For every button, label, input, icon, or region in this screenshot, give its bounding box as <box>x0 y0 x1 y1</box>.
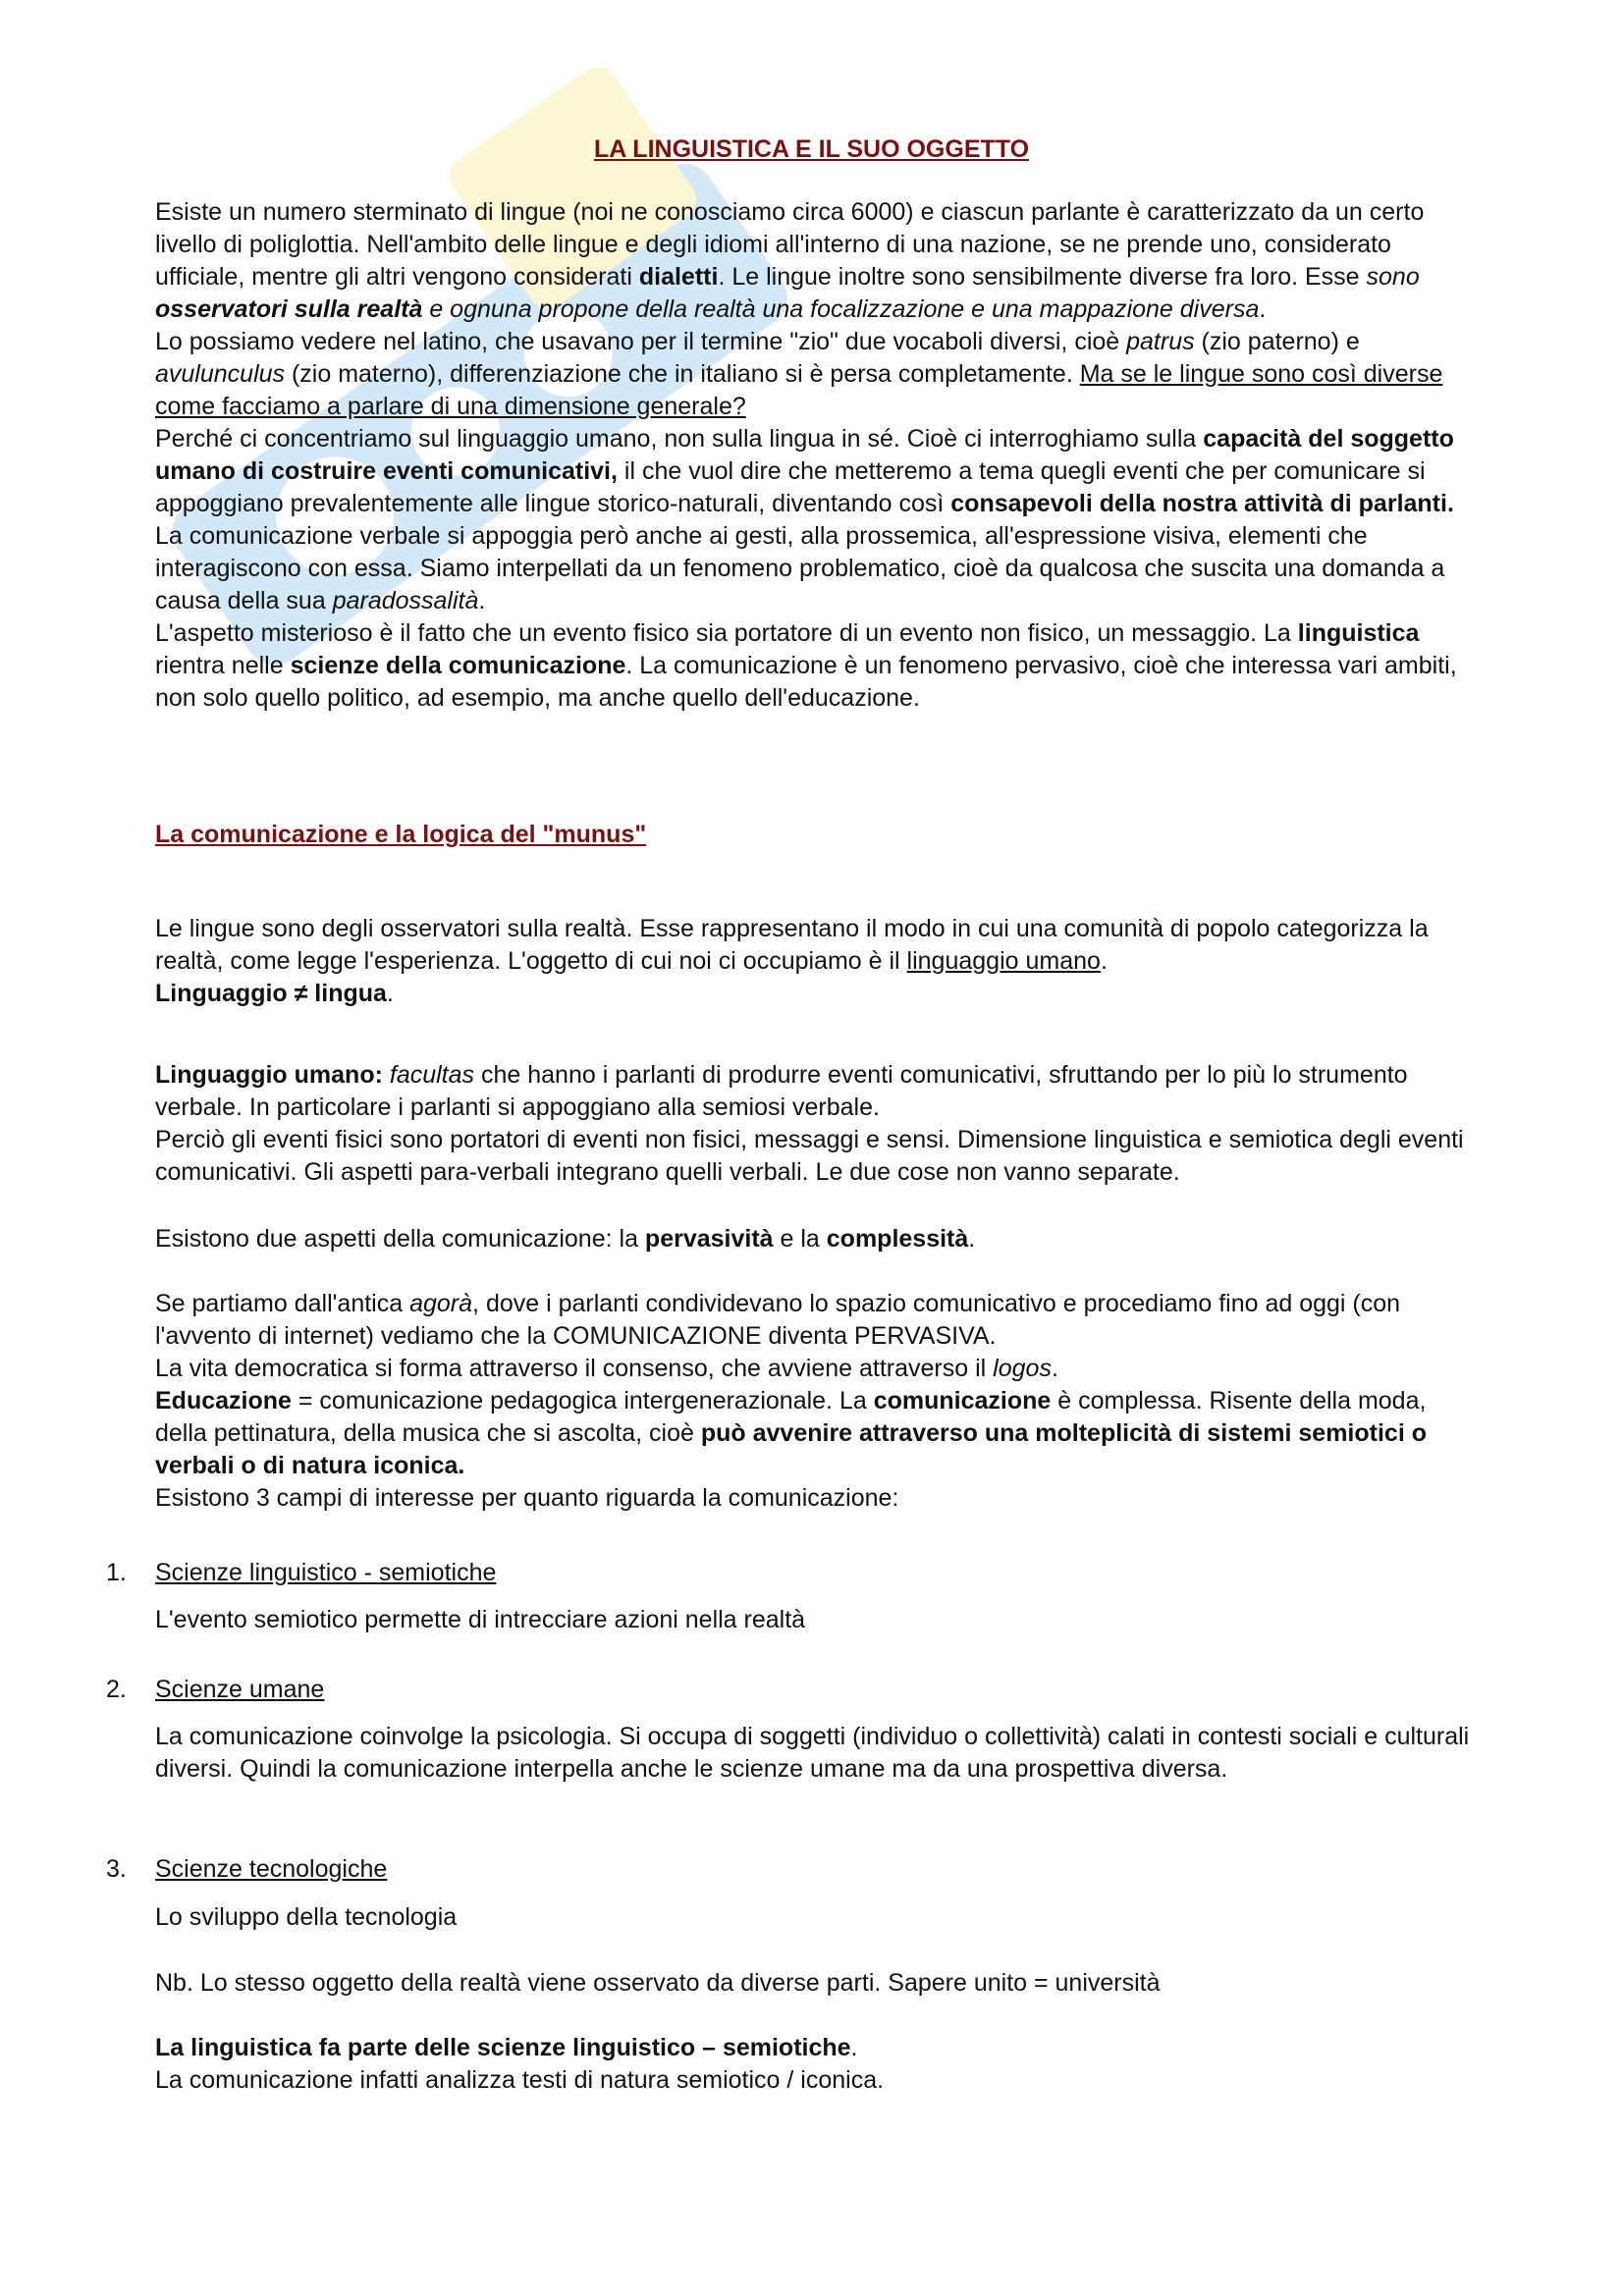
list-item-label: Scienze umane <box>155 1676 325 1703</box>
section-title-munus: La comunicazione e la logica del "munus" <box>155 821 647 848</box>
list-item-desc: La comunicazione coinvolge la psicologia. Si occupa di soggetti (individuo o collettività) calati in contesti sociali e culturali diversi. Quindi la comunicazione interpella anche le scienze umane ma da una prospettiva diversa. <box>155 1723 1470 1783</box>
intro-paragraph: Esiste un numero sterminato di lingue (noi ne conosciamo circa 6000) e ciascun parlante è caratterizzato da un certo livello di poliglottia. Nell'ambito delle lingue e degli idiomi all'interno di una nazione, se ne prende uno, considerato ufficiale, mentre gli altri vengono considerati dialetti. Le lingue inoltre sono sensibilmente diverse fra loro. Esse sono osservatori sulla realtà e ognuna propone della realtà una focalizzazione e una mappazione diversa. Lo possiamo vedere nel latino, che usavano per il termine "zio" due vocaboli diversi, cioè patrus (zio paterno) e avulunculus (zio materno), differenziazione che in italiano si è persa completamente. Ma se le lingue sono così diverse come facciamo a parlare di una dimensione generale? Perché ci concentriamo sul linguaggio umano, non sulla lingua in sé. Cioè ci interroghiamo sulla capacità del soggetto umano di costruire eventi comunicativi, il che vuol dire che metteremo a tema quegli eventi che per comunicare si appoggiano prevalentemente alle lingue storico-naturali, diventando così consapevoli della nostra attività di parlanti. La comunicazione verbale si appoggia però anche ai gesti, alla prossemica, all'espressione visiva, elementi che interagiscono con essa. Siamo interpellati da un fenomeno problematico, cioè da qualcosa che suscita una domanda a causa della sua paradossalità. L'aspetto misterioso è il fatto che un evento fisico sia portatore di un evento non fisico, un messaggio. La linguistica rientra nelle scienze della comunicazione. La comunicazione è un fenomeno pervasivo, cioè che interessa vari ambiti, non solo quello politico, ad esempio, ma anche quello dell'educazione. <box>155 198 1457 712</box>
list-item-label: Scienze tecnologiche <box>155 1855 388 1883</box>
list-item-desc: Lo sviluppo della tecnologia <box>155 1903 458 1931</box>
final-paragraph: La linguistica fa parte delle scienze linguistico – semiotiche. La comunicazione infatti analizza testi di natura semiotico / iconica. <box>155 2034 885 2094</box>
document-page: LA LINGUISTICA E IL SUO OGGETTO Esiste un numero sterminato di lingue (noi ne conosciamo circa 6000) e ciascun parlante è caratterizzato da un certo livello di poliglottia. Nell'ambito delle lingue e degli idiomi all'interno di una nazione, se ne prende uno, considerato ufficiale, mentre gli altri vengono considerati dialetti. Le lingue inoltre sono sensibilmente diverse fra loro. Esse sono osservatori sulla realtà e ognuna propone della realtà una focalizzazione e una mappazione diversa. Lo possiamo vedere nel latino, che usavano per il termine "zio" due vocaboli diversi, cioè patrus (zio paterno) e avulunculus (zio materno), differenziazione che in italiano si è persa completamente. Ma se le lingue sono così diverse come facciamo a parlare di una dimensione generale? Perché ci concentriamo sul linguaggio umano, non sulla lingua in sé. Cioè ci interroghiamo sulla capacità del soggetto umano di costruire eventi comunicativi, il che vuol dire che metteremo a tema quegli eventi che per comunicare si appoggiano prevalentemente alle lingue storico-naturali, diventando così consapevoli della nostra attività di parlanti. La comunicazione verbale si appoggia però anche ai gesti, alla prossemica, all'espressione visiva, elementi che interagiscono con essa. Siamo interpellati da un fenomeno problematico, cioè da qualcosa che suscita una domanda a causa della sua paradossalità. L'aspetto misterioso è il fatto che un evento fisico sia portatore di un evento non fisico, un messaggio. La linguistica rientra nelle scienze della comunicazione. La comunicazione è un fenomeno pervasivo, cioè che interessa vari ambiti, non solo quello politico, ad esempio, ma anche quello dell'educazione. La comunicazione e la logica del "munus" Le lingue sono degli osservatori sulla realtà. Esse rappresentano il modo in cui una comunità di popolo categorizza la realtà, come legge l'esperienza. L'oggetto di cui noi ci occupiamo è il linguaggio umano. Linguaggio ≠ lingua. Linguaggio umano: facultas che hanno i parlanti di produrre eventi comunicativi, sfruttando per lo più lo strumento verbale. In particolare i parlanti si appoggiano alla semiosi verbale. Perciò gli eventi fisici sono portatori di eventi non fisici, messaggi e sensi. Dimensione linguistica e semiotica degli eventi comunicativi. Gli aspetti para-verbali integrano quelli verbali. Le due cose non vanno separate. Esistono due aspetti della comunicazione: la pervasività e la complessità. Se partiamo dall'antica agorà, dove i parlanti condividevano lo spazio comunicativo e procediamo fino ad oggi (con l'avvento di internet) vediamo che la COMUNICAZIONE diventa PERVASIVA. La vita democratica si forma attraverso il consenso, che avviene attraverso il logos. Educazione = comunicazione pedagogica intergenerazionale. La comunicazione è complessa. Risente della moda, della pettinatura, della musica che si ascolta, cioè può avvenire attraverso una molteplicità di sistemi semiotici o verbali o di natura iconica. Esistono 3 campi di interesse per quanto riguarda la comunicazione: 1. Scienze linguistico - semiotiche L'evento semiotico permette di intrecciare azioni nella realtà 2. Scienze umane La comunicazione coinvolge la psicologia. Si occupa di soggetti (individuo o collettività) calati in contesti sociali e culturali diversi. Quindi la comunicazione interpella anche le scienze umane ma da una prospettiva diversa. 3. Scienze tecnologiche Lo sviluppo della tecnologia Nb. Lo stesso oggetto della realtà viene osservato da diverse parti. Sapere unito = università La linguistica fa parte delle scienze linguistico – semiotiche. La comunicazione infatti analizza testi di natura semiotico / iconica. <box>0 0 1623 2296</box>
paragraph-linguaggio-umano: Linguaggio umano: facultas che hanno i parlanti di produrre eventi comunicativi, sfruttando per lo più lo strumento verbale. In particolare i parlanti si appoggiano alla semiosi verbale. Perciò gli eventi fisici sono portatori di eventi non fisici, messaggi e sensi. Dimensione linguistica e semiotica degli eventi comunicativi. Gli aspetti para-verbali integrano quelli verbali. Le due cose non vanno separate. <box>155 1061 1464 1186</box>
list-item-desc: L'evento semiotico permette di intrecciare azioni nella realtà <box>155 1606 806 1633</box>
paragraph-agora: Se partiamo dall'antica agorà, dove i parlanti condividevano lo spazio comunicativo e procediamo fino ad oggi (con l'avvento di internet) vediamo che la COMUNICAZIONE diventa PERVASIVA. La vita democratica si forma attraverso il consenso, che avviene attraverso il logos. Educazione = comunicazione pedagogica intergenerazionale. La comunicazione è complessa. Risente della moda, della pettinatura, della musica che si ascolta, cioè può avvenire attraverso una molteplicità di sistemi semiotici o verbali o di natura iconica. Esistono 3 campi di interesse per quanto riguarda la comunicazione: <box>155 1290 1427 1512</box>
page-title: LA LINGUISTICA E IL SUO OGGETTO <box>593 135 1030 163</box>
paragraph-lingue: Le lingue sono degli osservatori sulla realtà. Esse rappresentano il modo in cui una comunità di popolo categorizza la realtà, come legge l'esperienza. L'oggetto di cui noi ci occupiamo è il linguaggio umano. Linguaggio ≠ lingua. <box>155 915 1429 1007</box>
note-paragraph: Nb. Lo stesso oggetto della realtà viene osservato da diverse parti. Sapere unito = università <box>155 1969 1161 1997</box>
paragraph-aspetti: Esistono due aspetti della comunicazione: la pervasività e la complessità. <box>155 1225 976 1253</box>
list-item-label: Scienze linguistico - semiotiche <box>155 1559 497 1586</box>
